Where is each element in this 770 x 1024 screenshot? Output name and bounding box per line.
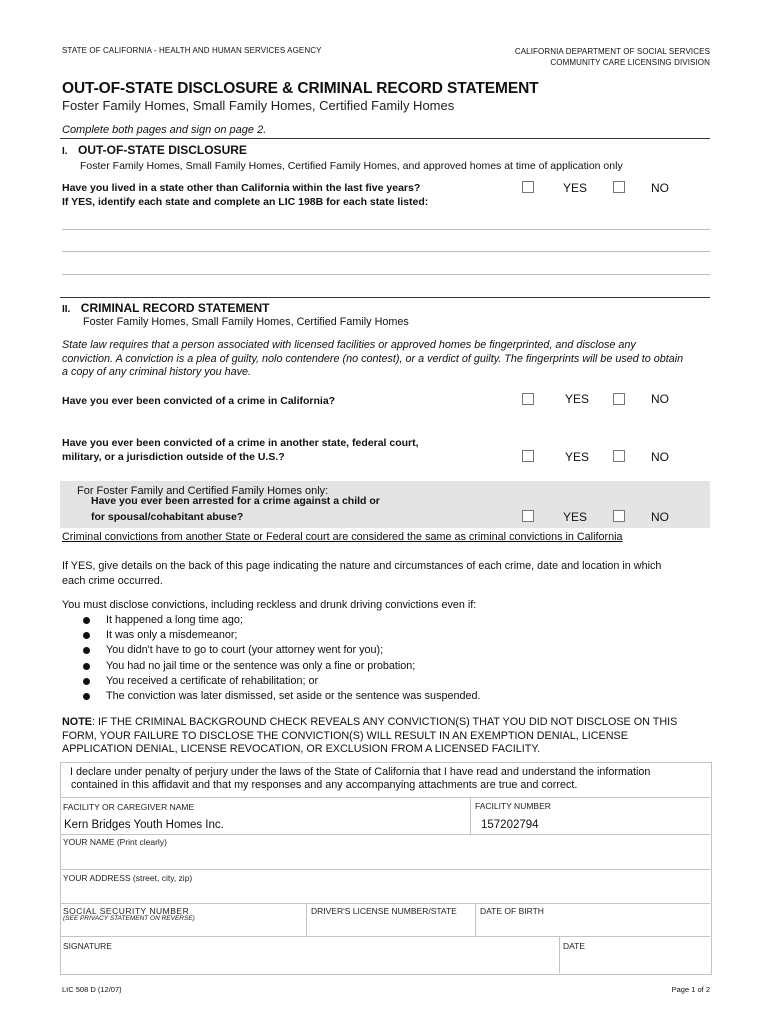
question-lived-other-state-line2: If YES, identify each state and complete an LIC 198B for each state listed: xyxy=(62,196,429,208)
list-item xyxy=(62,674,702,689)
division-name: COMMUNITY CARE LICENSING DIVISION xyxy=(550,58,710,67)
section2-intro-line1: State law requires that a person associated with licensed facilities or approved homes be fingerprinted, and disclose any xyxy=(62,339,636,351)
convicted-other-yes-checkbox[interactable] xyxy=(522,450,534,462)
convicted-california-yes-checkbox[interactable] xyxy=(522,393,534,405)
list-item-text: It happened a long time ago; xyxy=(106,614,243,626)
divider xyxy=(306,903,307,936)
list-item-text: You didn't have to go to court (your attorney went for you); xyxy=(106,644,384,657)
disclosure-conditions-list xyxy=(62,613,702,704)
if-yes-instructions xyxy=(62,559,710,588)
if-yes-line2: each crime occurred. xyxy=(62,574,163,587)
section1-subtitle: Foster Family Homes, Small Family Homes, Certified Family Homes, and approved homes at time of application only xyxy=(80,160,623,172)
ssn-privacy-note: (SEE PRIVACY STATEMENT ON REVERSE) xyxy=(63,915,195,922)
disclose-intro: You must disclose convictions, including reckless and drunk driving convictions even if: xyxy=(62,599,477,611)
declaration-text xyxy=(70,766,700,791)
drivers-license-label: DRIVER'S LICENSE NUMBER/STATE xyxy=(311,906,457,916)
facility-name-field[interactable]: Kern Bridges Youth Homes Inc. xyxy=(64,819,224,831)
foster-question-intro: For Foster Family and Certified Family Homes only: xyxy=(77,485,329,497)
section2-heading xyxy=(62,299,269,317)
your-name-input[interactable] xyxy=(63,850,703,866)
bullet-icon xyxy=(83,678,90,685)
convictions-equivalence-note: Criminal convictions from another State or Federal court are considered the same as criminal convictions in California xyxy=(62,531,623,543)
convicted-california-yes-label: YES xyxy=(565,392,590,406)
arrested-child-abuse-no-label: NO xyxy=(651,510,669,524)
divider xyxy=(475,903,476,936)
list-item xyxy=(62,628,702,643)
address-input[interactable] xyxy=(63,886,703,902)
list-item-text: The conviction was later dismissed, set aside or the sentence was suspended. xyxy=(106,690,481,703)
declaration-line2: contained in this affidavit and that my responses and any accompanying attachments are true and correct. xyxy=(71,778,578,791)
drivers-license-input[interactable] xyxy=(311,920,471,933)
divider xyxy=(559,936,560,973)
arrested-child-abuse-yes-label: YES xyxy=(563,510,588,524)
section1-title: OUT-OF-STATE DISCLOSURE xyxy=(78,143,247,157)
ssn-input[interactable] xyxy=(63,922,301,934)
section2-number: II. xyxy=(62,304,71,315)
form-title: OUT-OF-STATE DISCLOSURE & CRIMINAL RECORD STATEMENT xyxy=(62,80,539,97)
convicted-california-no-label: NO xyxy=(651,392,669,406)
question-lived-other-state xyxy=(62,181,428,209)
convicted-other-yes-label: YES xyxy=(565,450,590,464)
your-name-label: YOUR NAME (Print clearly) xyxy=(63,837,167,847)
lived-other-state-yes-label: YES xyxy=(563,181,588,195)
section2-intro-line3: a copy of any criminal history you have. xyxy=(62,366,252,379)
conviction-warning-note xyxy=(62,716,710,757)
section2-divider xyxy=(60,297,710,298)
date-of-birth-label: DATE OF BIRTH xyxy=(480,906,544,916)
signature-label: SIGNATURE xyxy=(63,941,112,951)
bullet-icon xyxy=(83,693,90,700)
section2-intro xyxy=(62,339,710,380)
divider xyxy=(60,834,710,835)
lived-other-state-no-checkbox[interactable] xyxy=(613,181,625,193)
note-line3: APPLICATION DENIAL, LICENSE REVOCATION, OR EXCLUSION FROM A LICENSED FACILITY. xyxy=(62,743,541,756)
section1-divider xyxy=(60,138,710,139)
divider xyxy=(60,869,710,870)
form-subtitle: Foster Family Homes, Small Family Homes, Certified Family Homes xyxy=(62,98,455,113)
question-convicted-other-line2: military, or a jurisdiction outside of the U.S.? xyxy=(62,451,285,463)
agency-header: STATE OF CALIFORNIA - HEALTH AND HUMAN SERVICES AGENCY xyxy=(62,46,322,55)
form-id: LIC 508 D (12/07) xyxy=(62,985,122,994)
question-convicted-other-line1: Have you ever been convicted of a crime in another state, federal court, xyxy=(62,437,419,449)
ssn-label: SOCIAL SECURITY NUMBER xyxy=(63,906,190,916)
department-name: CALIFORNIA DEPARTMENT OF SOCIAL SERVICES xyxy=(514,47,710,56)
if-yes-line1: If YES, give details on the back of this page indicating the nature and circumstances of each crime, date and location in which xyxy=(62,560,662,572)
list-item xyxy=(62,613,702,628)
lived-other-state-yes-checkbox[interactable] xyxy=(522,181,534,193)
divider xyxy=(60,903,710,904)
divider xyxy=(470,797,471,834)
convicted-california-no-checkbox[interactable] xyxy=(613,393,625,405)
lived-other-state-no-label: NO xyxy=(651,181,669,195)
date-input[interactable] xyxy=(563,954,703,968)
form-instruction: Complete both pages and sign on page 2. xyxy=(62,124,267,136)
facility-number-label: FACILITY NUMBER xyxy=(475,801,551,811)
section1-number: I. xyxy=(62,146,68,157)
note-line2: FORM, YOUR FAILURE TO DISCLOSE THE CONVICTION(S) WILL RESULT IN AN EXEMPTION DENIAL, LICENSE xyxy=(62,729,628,742)
states-entry-line-2[interactable] xyxy=(62,251,710,252)
list-item xyxy=(62,659,702,674)
date-of-birth-input[interactable] xyxy=(480,920,705,933)
divider xyxy=(60,797,710,798)
signature-field[interactable] xyxy=(63,952,553,970)
states-entry-line-3[interactable] xyxy=(62,274,710,275)
list-item-text: It was only a misdemeanor; xyxy=(106,629,238,642)
bullet-icon xyxy=(83,617,90,624)
department-header xyxy=(515,46,710,68)
question-convicted-california: Have you ever been convicted of a crime in California? xyxy=(62,395,336,407)
arrested-child-abuse-no-checkbox[interactable] xyxy=(613,510,625,522)
date-label: DATE xyxy=(563,941,586,951)
facility-name-label: FACILITY OR CAREGIVER NAME xyxy=(63,802,195,812)
arrested-child-abuse-yes-checkbox[interactable] xyxy=(522,510,534,522)
page-number: Page 1 of 2 xyxy=(671,985,710,994)
section2-title: CRIMINAL RECORD STATEMENT xyxy=(80,301,270,315)
question-lived-other-state-line1: Have you lived in a state other than California within the last five years? xyxy=(62,182,421,194)
bullet-icon xyxy=(83,647,90,654)
list-item xyxy=(62,689,702,704)
section2-intro-line2: conviction. A conviction is a plea of guilty, nolo contendere (no contest), or a verdict of guilty. The fingerprints will be used to obtain xyxy=(62,352,684,365)
question-convicted-other-jurisdiction xyxy=(62,436,419,464)
list-item-text: You received a certificate of rehabilitation; or xyxy=(106,674,319,687)
section2-subtitle: Foster Family Homes, Small Family Homes, Certified Family Homes xyxy=(83,316,409,328)
bullet-icon xyxy=(83,663,90,670)
note-label: NOTE xyxy=(62,716,92,728)
list-item xyxy=(62,643,702,658)
states-entry-line-1[interactable] xyxy=(62,229,710,230)
convicted-other-no-label: NO xyxy=(651,450,669,464)
declaration-line1: I declare under penalty of perjury under the laws of the State of California that I have read and understand the information xyxy=(70,766,651,778)
section1-heading xyxy=(62,141,247,159)
question-arrested-child-abuse-line1: Have you ever been arrested for a crime against a child or xyxy=(91,495,380,507)
convicted-other-no-checkbox[interactable] xyxy=(613,450,625,462)
facility-number-field[interactable]: 157202794 xyxy=(481,819,539,831)
question-arrested-child-abuse-line2: for spousal/cohabitant abuse? xyxy=(91,511,244,523)
note-line1: : IF THE CRIMINAL BACKGROUND CHECK REVEALS ANY CONVICTION(S) THAT YOU DID NOT DISCLOSE ON THIS xyxy=(92,716,678,728)
bullet-icon xyxy=(83,632,90,639)
list-item-text: You had no jail time or the sentence was only a fine or probation; xyxy=(106,659,416,672)
address-label: YOUR ADDRESS (street, city, zip) xyxy=(63,873,193,883)
divider xyxy=(60,936,710,937)
